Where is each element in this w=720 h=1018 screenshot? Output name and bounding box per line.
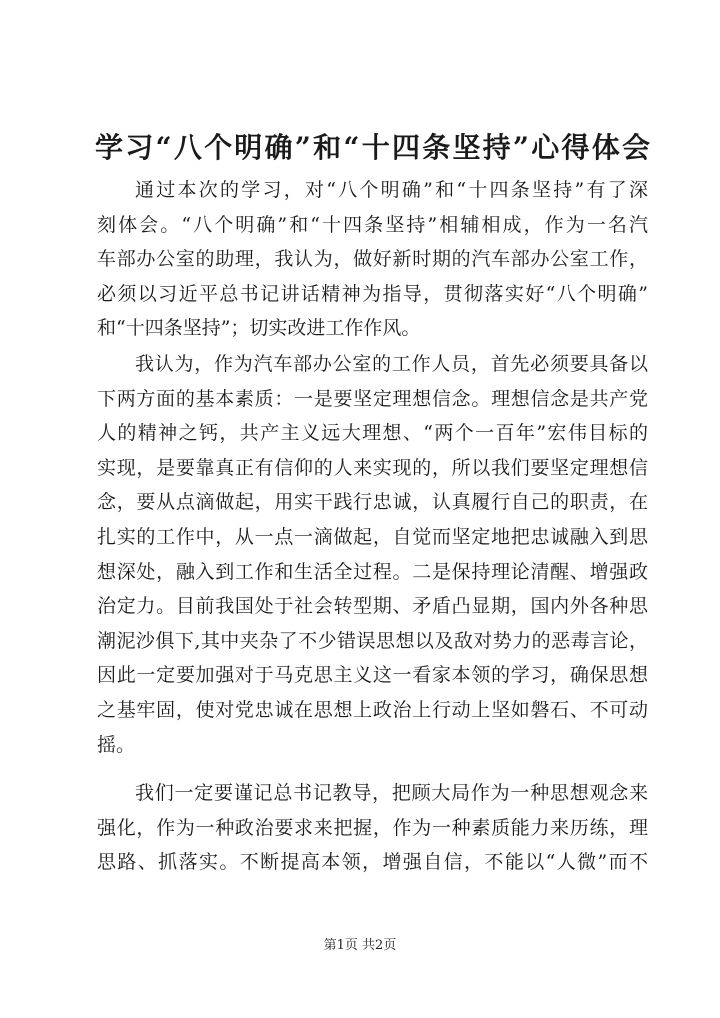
text-line: 和“十四条坚持”；切实改进工作作风。 xyxy=(97,317,421,340)
text-line: 我们一定要谨记总书记教导，把顾大局作为一种思想观念来 xyxy=(135,782,648,805)
document-body xyxy=(97,173,648,880)
text-line: 潮泥沙俱下,其中夹杂了不少错误思想以及敌对势力的恶毒言论， xyxy=(97,629,648,652)
text-line: 之基牢固，使对党忠诚在思想上政治上行动上坚如磐石、不可动 xyxy=(97,698,648,721)
text-line: 人的精神之钙，共产主义远大理想、“两个一百年”宏伟目标的 xyxy=(97,422,648,445)
text-line: 刻体会。“八个明确”和“十四条坚持”相辅相成，作为一名汽 xyxy=(97,213,648,236)
page-number: 第1页 共2页 xyxy=(323,938,397,953)
paragraph xyxy=(97,173,648,346)
text-line: 治定力。目前我国处于社会转型期、矛盾凸显期，国内外各种思 xyxy=(97,595,648,618)
text-line: 念，要从点滴做起，用实干践行忠诚，认真履行自己的职责，在 xyxy=(97,491,648,514)
text-line: 通过本次的学习，对“八个明确”和“十四条坚持”有了深 xyxy=(135,179,648,201)
text-line: 摇。 xyxy=(97,733,136,756)
text-line: 下两方面的基本素质：一是要坚定理想信念。理想信念是共产党 xyxy=(97,387,648,410)
text-line: 必须以习近平总书记讲话精神为指导，贯彻落实好“八个明确” xyxy=(97,282,648,305)
text-line: 车部办公室的助理，我认为，做好新时期的汽车部办公室工作， xyxy=(97,248,648,271)
text-line: 我认为，作为汽车部办公室的工作人员，首先必须要具备以 xyxy=(135,352,648,375)
text-line: 因此一定要加强对于马克思主义这一看家本领的学习，确保思想 xyxy=(97,664,648,687)
paragraph xyxy=(97,776,648,880)
text-line: 思路、抓落实。不断提高本领，增强自信，不能以“人微”而不 xyxy=(97,851,648,874)
text-line: 实现，是要靠真正有信仰的人来实现的，所以我们要坚定理想信 xyxy=(97,456,648,479)
paragraph xyxy=(97,347,648,762)
text-line: 想深处，融入到工作和生活全过程。二是保持理论清醒、增强政 xyxy=(97,560,648,583)
text-line: 扎实的工作中，从一点一滴做起，自觉而坚定地把忠诚融入到思 xyxy=(97,525,648,548)
text-line: 强化，作为一种政治要求来把握，作为一种素质能力来历练，理 xyxy=(97,816,648,839)
document-title: 学习“八个明确”和“十四条坚持”心得体会 xyxy=(95,131,651,164)
